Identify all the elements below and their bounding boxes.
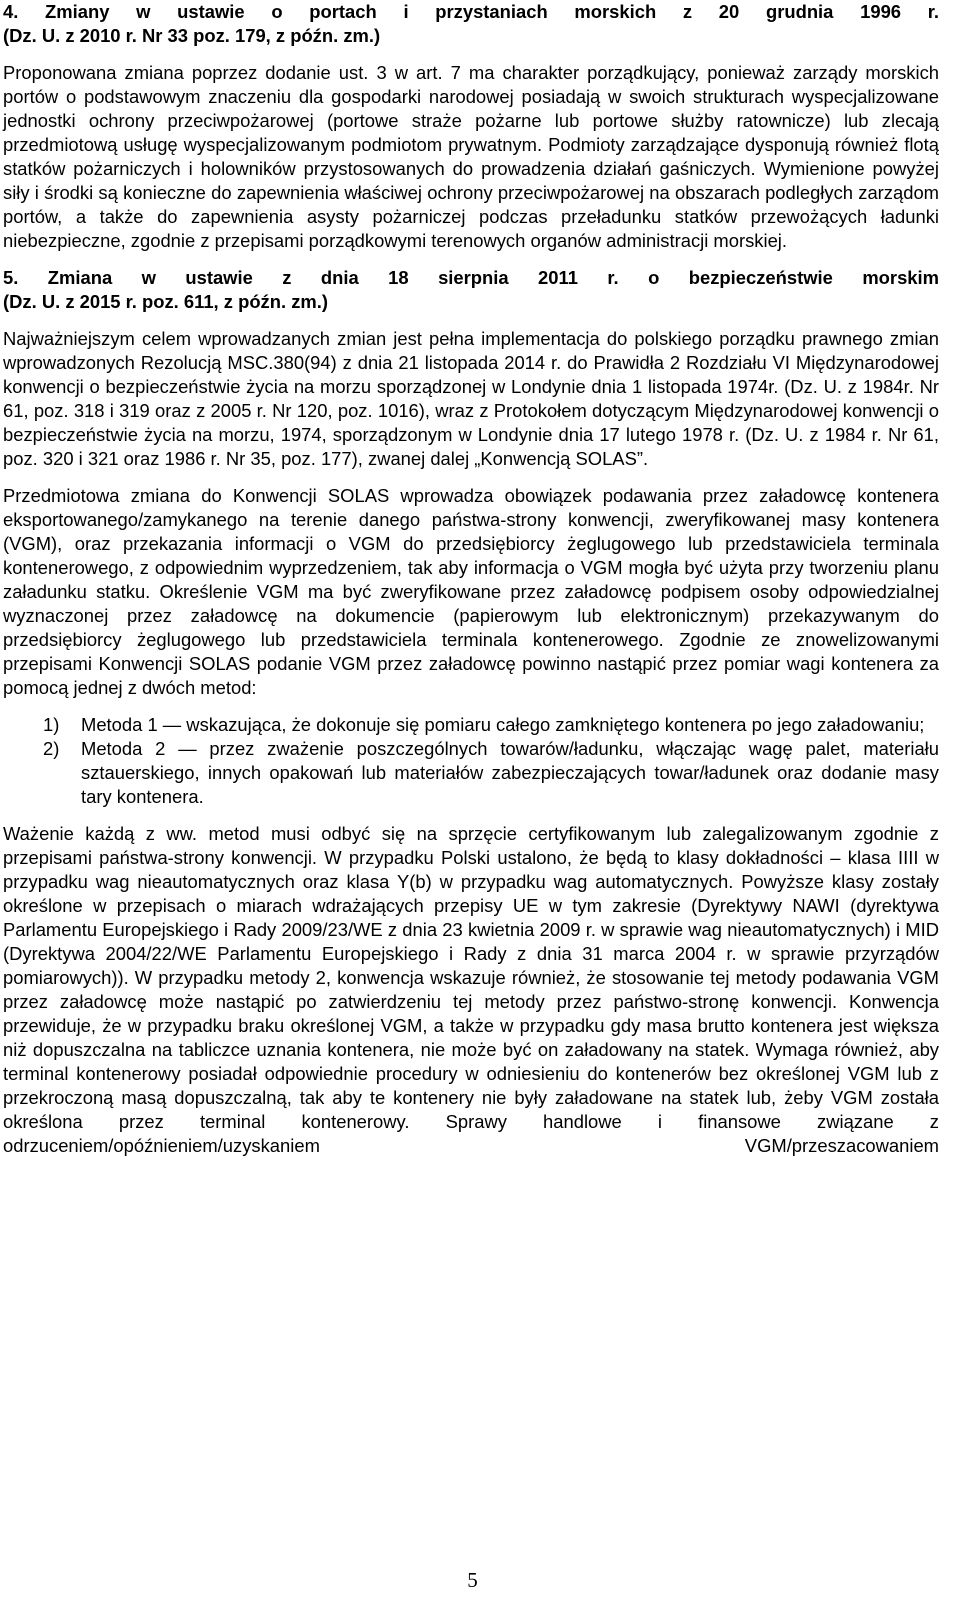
section-4-heading bbox=[3, 0, 939, 48]
method-text: Metoda 2 — przez zważenie poszczególnych towarów/ładunku, włączając wagę palet, materiału sztauerskiego, innych opakowań lub materiałów zabezpieczających towar/ładunek oraz dodanie masy tary kontenera. bbox=[81, 738, 939, 807]
section-5-paragraph-1: Najważniejszym celem wprowadzanych zmian jest pełna implementacja do polskiego porządku prawnego zmian wprowadzonych Rezolucją MSC.380(94) z dnia 21 listopada 2014 r. do Prawidła 2 Rozdziału VI Międzynarodowej konwencji o bezpieczeństwie życia na morzu sporządzonej w Londynie dnia 1 listopada 1974r. (Dz. U. z 1984r. Nr 61, poz. 318 i 319 oraz z 2005 r. Nr 120, poz. 1016), wraz z Protokołem dotyczącym Międzynarodowej konwencji o bezpieczeństwie życia na morzu, 1974, sporządzonym w Londynie dnia 17 lutego 1978 r. (Dz. U. z 1984 r. Nr 61, poz. 320 i 321 oraz 1986 r. Nr 35, poz. 177), zwanej dalej „Konwencją SOLAS”. bbox=[3, 328, 939, 469]
method-list-item bbox=[3, 713, 939, 737]
page-content bbox=[3, 0, 939, 1158]
page-number: 5 bbox=[467, 1568, 478, 1592]
method-text: Metoda 1 — wskazująca, że dokonuje się pomiaru całego zamkniętego kontenera po jego załadowaniu; bbox=[81, 714, 925, 735]
section-5-heading bbox=[3, 266, 939, 314]
methods-list bbox=[3, 713, 939, 809]
method-list-item bbox=[3, 737, 939, 809]
section-5-paragraph-3: Ważenie każdą z ww. metod musi odbyć się na sprzęcie certyfikowanym lub zalegalizowanym zgodnie z przepisami państwa-strony konwencji. W przypadku Polski ustalono, że będą to klasy dokładności – klasa IIII w przypadku wag nieautomatycznych oraz klasa Y(b) w przypadku wag automatycznych. Powyższe klasy zostały określone w przepisach o miarach wdrażających przepisy UE w tym zakresie (Dyrektywy NAWI (dyrektywa Parlamentu Europejskiego i Rady 2009/23/WE z dnia 23 kwietnia 2009 r. w sprawie wag nieautomatycznych) i MID (Dyrektywa 2004/22/WE Parlamentu Europejskiego i Rady z dnia 31 marca 2004 r. w sprawie przyrządów pomiarowych)). W przypadku metody 2, konwencja wskazuje również, że stosowanie tej metody podawania VGM przez załadowcę może nastąpić po zatwierdzeniu tej metody przez państwo-stronę konwencji. Konwencja przewiduje, że w przypadku braku określonej VGM, a także w przypadku gdy masa brutto kontenera jest większa niż dopuszczalna na tabliczce uznania kontenera, nie może być on załadowany na statek. Wymaga również, aby terminal kontenerowy posiadał odpowiednie procedury w odniesieniu do kontenerów bez określonej VGM lub z przekroczoną masą dopuszczalną, tak aby te kontenery nie były załadowane na statek lub, żeby VGM została określona przez terminal kontenerowy. Sprawy handlowe i finansowe związane z odrzuceniem/opóźnieniem/uzyskaniem VGM/przeszacowaniem bbox=[3, 823, 939, 1156]
section-4-heading-line-2: (Dz. U. z 2010 r. Nr 33 poz. 179, z późn. zm.) bbox=[3, 25, 381, 46]
section-5-heading-line-2: (Dz. U. z 2015 r. poz. 611, z późn. zm.) bbox=[3, 291, 328, 312]
section-5-heading-line-1: 5. Zmiana w ustawie z dnia 18 sierpnia 2011 r. o bezpieczeństwie morskim bbox=[3, 267, 939, 288]
section-4-paragraph: Proponowana zmiana poprzez dodanie ust. 3 w art. 7 ma charakter porządkujący, ponieważ zarządy morskich portów o podstawowym znaczeniu dla gospodarki narodowej posiadają w swoich strukturach wyspecjalizowane jednostki ochrony przeciwpożarowej (portowe straże pożarne lub portowe służby ratownicze) lub zlecają przedmiotową usługę wyspecjalizowanym podmiotom prywatnym. Podmioty zarządzające dysponują również flotą statków pożarniczych i holowników przystosowanych do prowadzenia działań gaśniczych. Wymienione powyżej siły i środki są konieczne do zapewnienia właściwej ochrony przeciwpożarowej na obszarach podległych zarządom portów, a także do zapewnienia asysty pożarniczej podczas przeładunku statków przewożących ładunki niebezpieczne, zgodnie z przepisami porządkowymi terenowych organów administracji morskiej. bbox=[3, 62, 939, 251]
section-5-paragraph-2: Przedmiotowa zmiana do Konwencji SOLAS wprowadza obowiązek podawania przez załadowcę kontenera eksportowanego/zamykanego na terenie danego państwa-strony konwencji, zweryfikowanej masy kontenera (VGM), oraz przekazania informacji o VGM do przedsiębiorcy żeglugowego lub przedstawiciela terminala kontenerowego, z odpowiednim wyprzedzeniem, tak aby informacja o VGM mogła być użyta przy tworzeniu planu załadunku statku. Określenie VGM ma być zweryfikowane przez załadowcę podpisem osoby odpowiedzialnej wyznaczonej przez załadowcę na dokumencie (papierowym lub elektronicznym) przekazywanym do przedsiębiorcy żeglugowego lub przedstawiciela terminala kontenerowego. Zgodnie ze znowelizowanymi przepisami Konwencji SOLAS podanie VGM przez załadowcę powinno nastąpić przez pomiar wagi kontenera za pomocą jednej z dwóch metod: bbox=[3, 485, 939, 698]
section-4-heading-line-1: 4. Zmiany w ustawie o portach i przystaniach morskich z 20 grudnia 1996 r. bbox=[3, 1, 939, 22]
method-number: 1) bbox=[43, 714, 60, 735]
method-number: 2) bbox=[43, 738, 60, 759]
